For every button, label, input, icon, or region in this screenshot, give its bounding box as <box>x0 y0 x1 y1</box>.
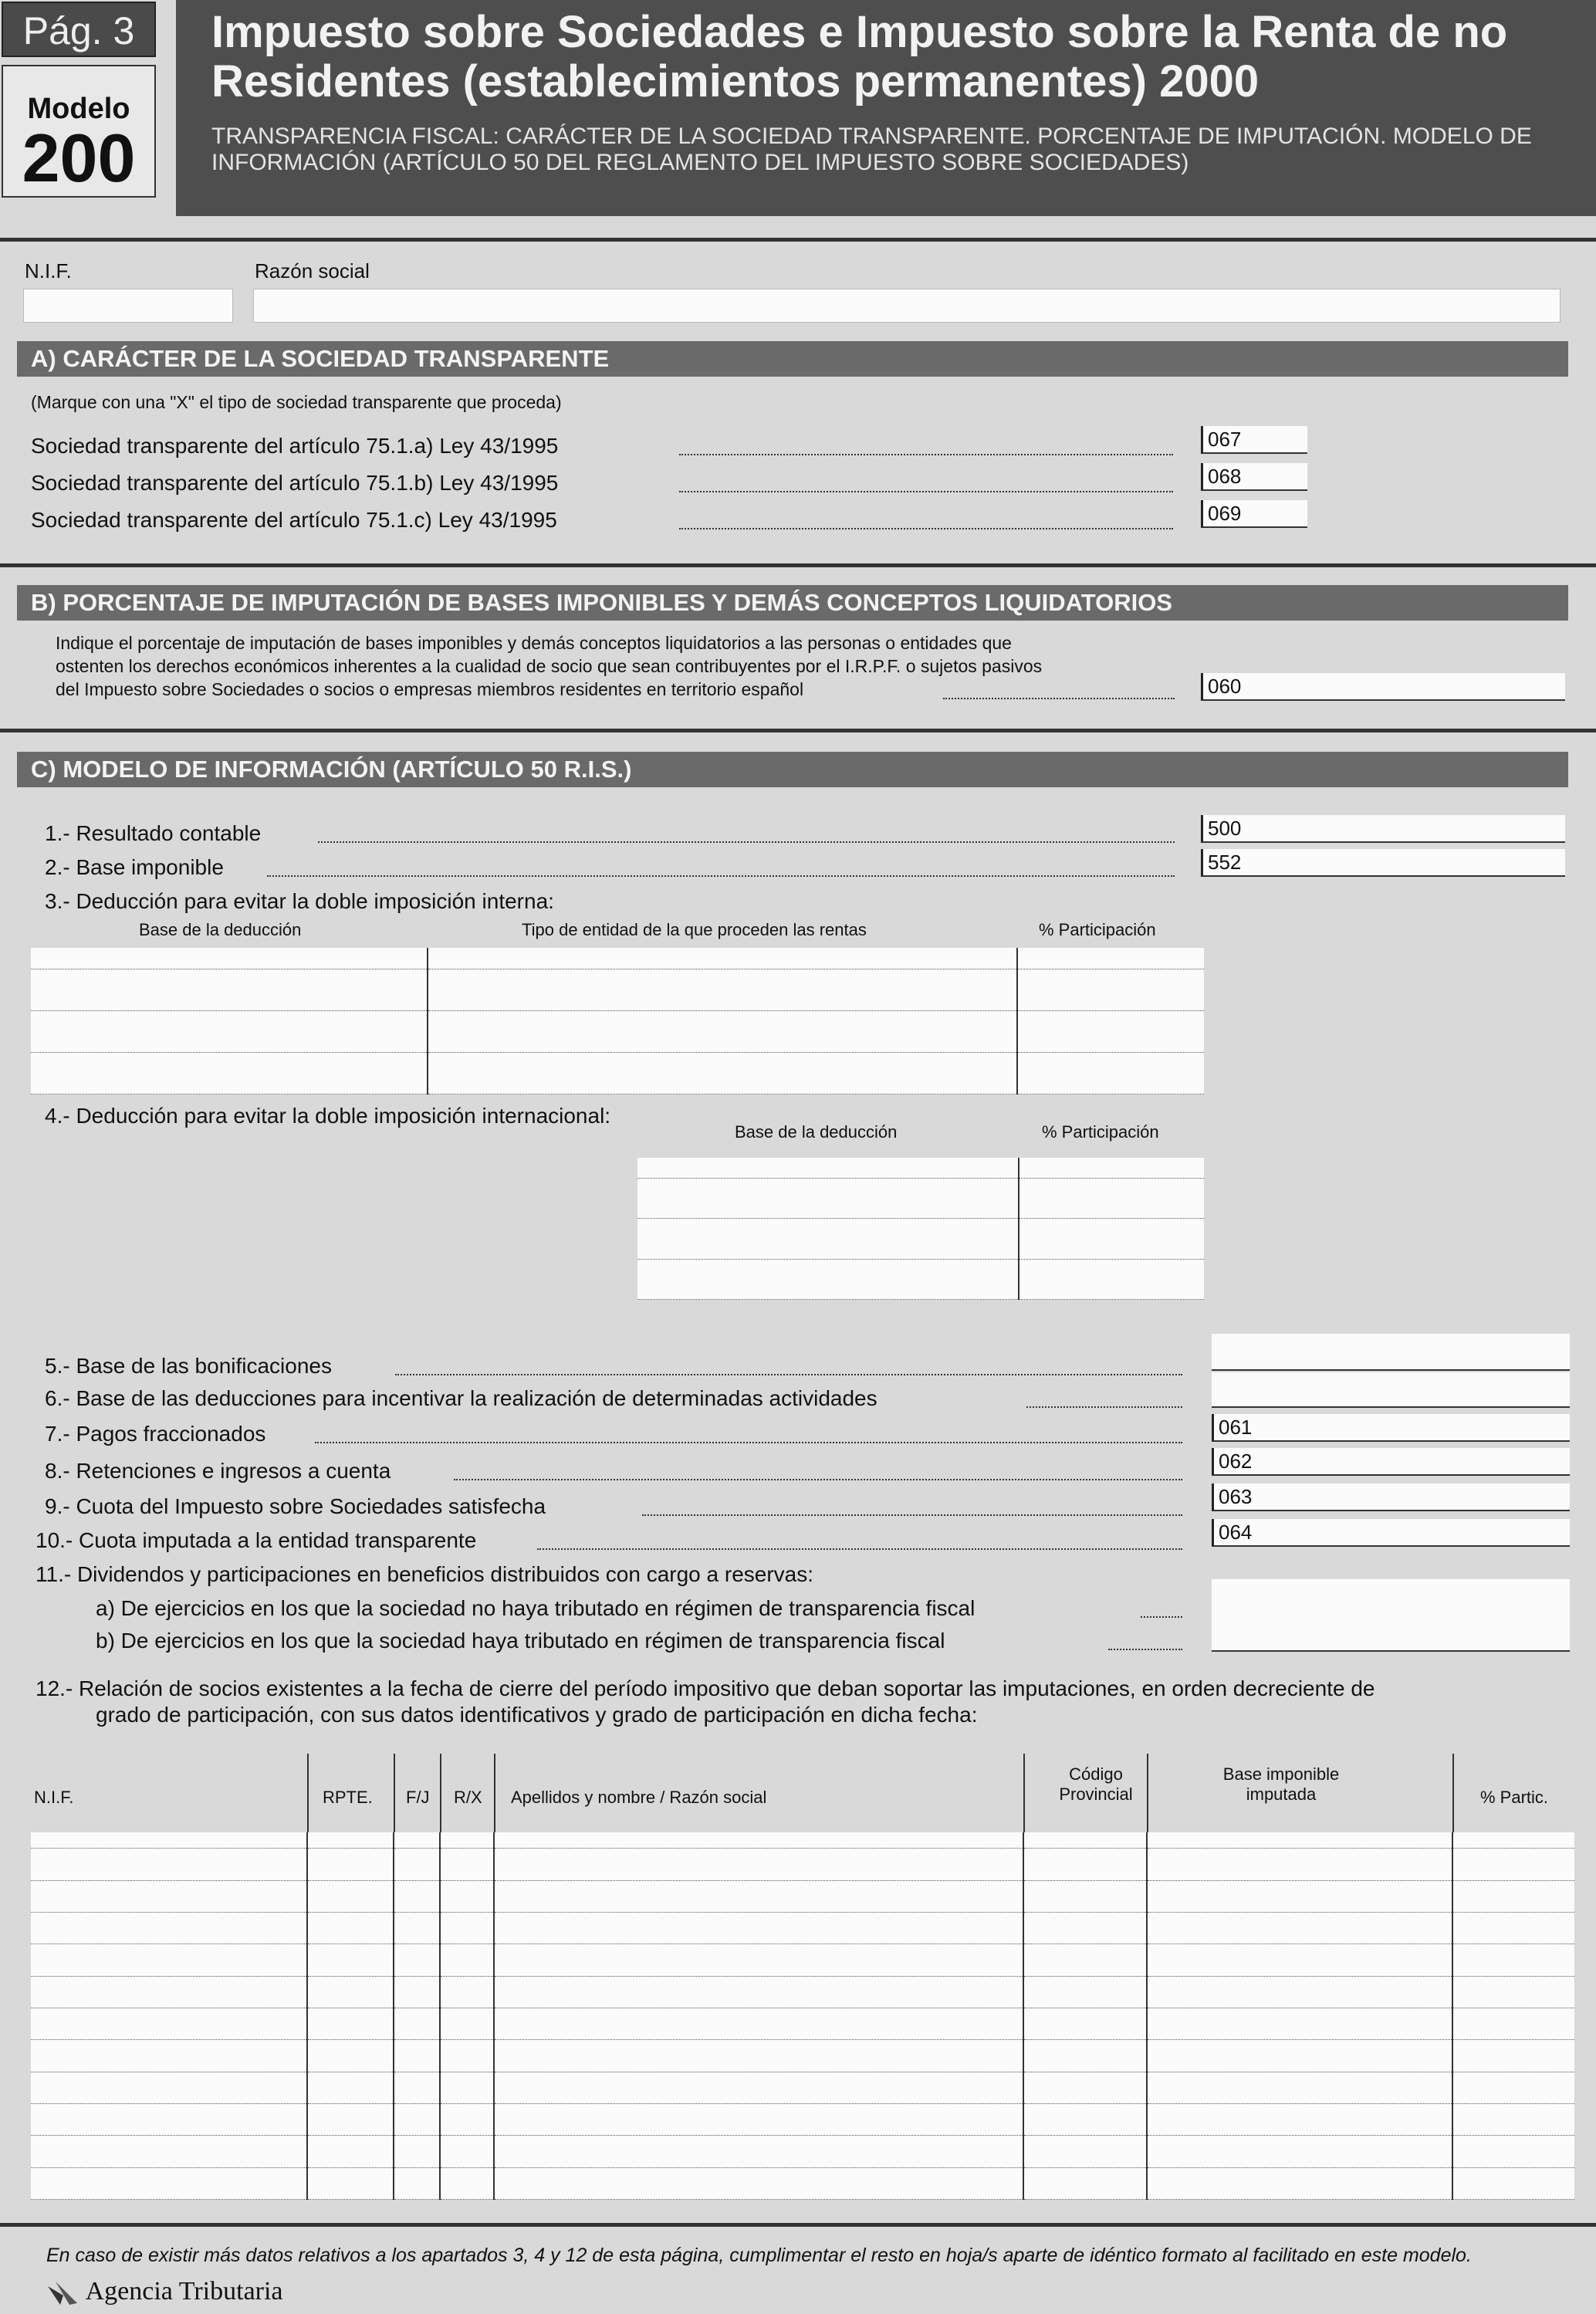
item-3-label: 3.- Deducción para evitar la doble imposición interna: <box>45 889 554 913</box>
nif-field[interactable] <box>23 289 233 323</box>
table-cell[interactable] <box>494 2072 1023 2103</box>
table-cell[interactable] <box>494 2136 1023 2167</box>
section-b-text-1: Indique el porcentaje de imputación de bases imponibles y demás conceptos liquidatorios a las personas o entidades que <box>56 633 1012 653</box>
section-a-header: A) CARÁCTER DE LA SOCIEDAD TRANSPARENTE <box>17 341 1568 377</box>
table-cell[interactable] <box>1017 1052 1204 1094</box>
table-cell[interactable] <box>31 1010 428 1052</box>
table-cell[interactable] <box>394 1880 440 1912</box>
table-cell[interactable] <box>1023 1976 1147 2008</box>
table-cell[interactable] <box>307 2103 394 2135</box>
table-cell[interactable] <box>494 1976 1023 2008</box>
section-a-row-c-label: Sociedad transparente del artículo 75.1.c) Ley 43/1995 <box>31 508 557 532</box>
col-codigo: Código <box>1069 1764 1123 1784</box>
item-8-label: 8.- Retenciones e ingresos a cuenta <box>45 1459 391 1483</box>
field-11b[interactable] <box>1212 1615 1570 1652</box>
col-divider <box>494 1754 495 1832</box>
col-divider <box>394 1754 395 1832</box>
table-cell[interactable] <box>440 2008 494 2039</box>
table-cell[interactable] <box>1023 1944 1147 1976</box>
item-4-label: 4.- Deducción para evitar la doble imposición internacional: <box>45 1104 611 1128</box>
table-cell[interactable] <box>1023 2008 1147 2039</box>
table-cell[interactable] <box>1023 2040 1147 2072</box>
table-cell[interactable] <box>440 1976 494 2008</box>
form-title: Impuesto sobre Sociedades e Impuesto sobre la Renta de no Residentes (establecimientos permanentes) 2000 <box>211 7 1508 107</box>
table-cell[interactable] <box>31 2040 307 2072</box>
table-cell[interactable] <box>394 1976 440 2008</box>
item-2-label: 2.- Base imponible <box>45 855 224 879</box>
socios-table-header <box>31 1754 1574 1832</box>
table-cell[interactable] <box>1147 2072 1452 2103</box>
table-cell[interactable] <box>394 2136 440 2167</box>
section-c-header: C) MODELO DE INFORMACIÓN (ARTÍCULO 50 R.I.S.) <box>17 752 1568 787</box>
table-cell[interactable] <box>428 948 1017 969</box>
item-10-label: 10.- Cuota imputada a la entidad transparente <box>36 1528 477 1552</box>
agency-logo-icon <box>46 2280 80 2306</box>
table-cell[interactable] <box>440 1880 494 1912</box>
table-cell[interactable] <box>440 2167 494 2199</box>
table-cell[interactable] <box>494 1912 1023 1944</box>
table-cell[interactable] <box>31 1976 307 2008</box>
modelo-badge <box>2 65 156 198</box>
dot-leader <box>1026 1406 1182 1408</box>
razon-social-field[interactable] <box>253 289 1560 323</box>
col-imputada: imputada <box>1246 1785 1317 1804</box>
dot-leader <box>642 1514 1182 1516</box>
table-cell[interactable] <box>31 1880 307 1912</box>
modelo-label: Modelo <box>27 93 130 125</box>
table-cell[interactable] <box>31 1832 307 1849</box>
table-cell[interactable] <box>1452 1880 1574 1912</box>
table-cell[interactable] <box>1147 1976 1452 2008</box>
table-cell[interactable] <box>1452 2103 1574 2135</box>
col-nif: N.I.F. <box>34 1788 74 1807</box>
table-cell[interactable] <box>440 1944 494 1976</box>
field-11a[interactable] <box>1212 1579 1570 1616</box>
divider <box>0 2223 1596 2227</box>
table-cell[interactable] <box>1019 1178 1204 1218</box>
table-cell[interactable] <box>394 1832 440 1849</box>
section-a-row-b-label: Sociedad transparente del artículo 75.1.b) Ley 43/1995 <box>31 471 559 495</box>
item-6-label: 6.- Base de las deducciones para incentivar la realización de determinadas actividades <box>45 1386 877 1410</box>
dot-leader <box>1141 1616 1182 1618</box>
table-cell[interactable] <box>1452 2136 1574 2167</box>
item-4-col-base: Base de la deducción <box>735 1122 898 1142</box>
table-cell[interactable] <box>31 1849 307 1880</box>
col-rx: R/X <box>454 1788 482 1807</box>
item-9-label: 9.- Cuota del Impuesto sobre Sociedades satisfecha <box>45 1494 546 1518</box>
table-cell[interactable] <box>637 1219 1019 1259</box>
item-12-label-2: grado de participación, con sus datos identificativos y grado de participación en dicha fecha: <box>96 1703 978 1727</box>
table-cell[interactable] <box>1023 1849 1147 1880</box>
table-cell[interactable] <box>394 2008 440 2039</box>
table-cell[interactable] <box>1452 1849 1574 1880</box>
table-cell[interactable] <box>1147 2040 1452 2072</box>
modelo-number: 200 <box>22 120 136 196</box>
table-cell[interactable] <box>494 2040 1023 2072</box>
table-cell[interactable] <box>440 1912 494 1944</box>
table-cell[interactable] <box>307 1849 394 1880</box>
col-rpte: RPTE. <box>323 1788 373 1807</box>
table-cell[interactable] <box>440 2072 494 2103</box>
percentage-060-field[interactable]: 060 <box>1201 673 1565 701</box>
table-cell[interactable] <box>1023 2072 1147 2103</box>
item-5-label: 5.- Base de las bonificaciones <box>45 1354 332 1378</box>
table-cell[interactable] <box>307 1944 394 1976</box>
table-cell[interactable] <box>440 2103 494 2135</box>
col-fj: F/J <box>406 1788 430 1807</box>
col-pct: % Partic. <box>1479 1788 1549 1807</box>
section-a-row-a-label: Sociedad transparente del artículo 75.1.a) Ley 43/1995 <box>31 434 559 458</box>
table-cell[interactable] <box>307 2167 394 2199</box>
col-divider <box>440 1754 441 1832</box>
col-divider <box>307 1754 309 1832</box>
table-cell[interactable] <box>1452 1912 1574 1944</box>
table-cell[interactable] <box>31 2167 307 2199</box>
dot-leader <box>537 1548 1182 1550</box>
field-062[interactable]: 062 <box>1212 1448 1570 1476</box>
table-cell[interactable] <box>394 2072 440 2103</box>
table-cell[interactable] <box>307 2136 394 2167</box>
item-11-label: 11.- Dividendos y participaciones en beneficios distribuidos con cargo a reservas: <box>36 1562 814 1586</box>
item-4-col-pct: % Participación <box>1042 1122 1159 1142</box>
table-cell[interactable] <box>307 2008 394 2039</box>
table-cell[interactable] <box>1452 2040 1574 2072</box>
checkbox-068[interactable]: 068 <box>1201 463 1307 491</box>
table-cell[interactable] <box>1147 1912 1452 1944</box>
col-base-imponible: Base imponible <box>1222 1764 1340 1784</box>
divider <box>0 238 1596 242</box>
table-cell[interactable] <box>394 2167 440 2199</box>
table-cell[interactable] <box>428 1010 1017 1052</box>
table-cell[interactable] <box>1147 2136 1452 2167</box>
table-cell[interactable] <box>31 2008 307 2039</box>
field-064[interactable]: 064 <box>1212 1519 1570 1547</box>
table-cell[interactable] <box>1023 1832 1147 1849</box>
table-cell[interactable] <box>31 2103 307 2135</box>
col-divider <box>1452 1754 1454 1832</box>
dot-leader <box>943 698 1175 699</box>
table-cell[interactable] <box>307 1832 394 1849</box>
table-cell[interactable] <box>440 2136 494 2167</box>
field-500[interactable]: 500 <box>1201 815 1565 843</box>
table-cell[interactable] <box>494 1849 1023 1880</box>
field-6[interactable] <box>1212 1372 1570 1408</box>
table-cell[interactable] <box>394 2103 440 2135</box>
table-cell[interactable] <box>1023 2103 1147 2135</box>
divider <box>0 563 1596 567</box>
table-cell[interactable] <box>307 1976 394 2008</box>
table-cell[interactable] <box>494 2167 1023 2199</box>
table-cell[interactable] <box>394 2040 440 2072</box>
table-cell[interactable] <box>1147 1832 1452 1849</box>
table-cell[interactable] <box>1147 2167 1452 2199</box>
dot-leader <box>318 841 1175 843</box>
section-b-text-3: del Impuesto sobre Sociedades o socios o empresas miembros residentes en territorio español <box>56 679 804 699</box>
agency-name: Agencia Tributaria <box>85 2277 283 2306</box>
table-cell[interactable] <box>31 948 428 969</box>
table-cell[interactable] <box>1019 1259 1204 1299</box>
dot-leader <box>315 1442 1182 1443</box>
table-cell[interactable] <box>1023 2167 1147 2199</box>
item-7-label: 7.- Pagos fraccionados <box>45 1422 266 1446</box>
table-cell[interactable] <box>31 969 428 1010</box>
dot-leader <box>267 875 1175 877</box>
item-11b-label: b) De ejercicios en los que la sociedad haya tributado en régimen de transparencia fiscal <box>96 1629 945 1653</box>
page-number: Pág. 3 <box>2 2 156 57</box>
field-552[interactable]: 552 <box>1201 849 1565 877</box>
table-cell[interactable] <box>494 2008 1023 2039</box>
dot-leader <box>454 1479 1182 1480</box>
field-061[interactable]: 061 <box>1212 1414 1570 1442</box>
nif-label: N.I.F. <box>25 259 72 282</box>
table-cell[interactable] <box>31 2072 307 2103</box>
field-063[interactable]: 063 <box>1212 1483 1570 1511</box>
table-cell[interactable] <box>307 2072 394 2103</box>
section-a-instruction: (Marque con una "X" el tipo de sociedad transparente que proceda) <box>31 392 562 412</box>
table-cell[interactable] <box>637 1178 1019 1218</box>
table-cell[interactable] <box>1023 1880 1147 1912</box>
table-cell[interactable] <box>428 969 1017 1010</box>
table-cell[interactable] <box>307 1912 394 1944</box>
table-cell[interactable] <box>1023 2136 1147 2167</box>
socios-table <box>31 1832 1574 2200</box>
item-3-col-pct: % Participación <box>1039 920 1156 939</box>
table-cell[interactable] <box>637 1158 1019 1178</box>
table-cell[interactable] <box>1017 1010 1204 1052</box>
section-b-header: B) PORCENTAJE DE IMPUTACIÓN DE BASES IMPONIBLES Y DEMÁS CONCEPTOS LIQUIDATORIOS <box>17 585 1568 621</box>
dot-leader <box>679 454 1173 455</box>
table-cell[interactable] <box>31 1052 428 1094</box>
agency-logo <box>46 2277 283 2306</box>
table-cell[interactable] <box>307 2040 394 2072</box>
table-cell[interactable] <box>1452 1832 1574 1849</box>
table-cell[interactable] <box>1147 2008 1452 2039</box>
deduccion-interna-table <box>31 948 1204 1094</box>
dot-leader <box>395 1374 1182 1375</box>
deduccion-internacional-table <box>637 1158 1204 1300</box>
table-cell[interactable] <box>1019 1158 1204 1178</box>
table-cell[interactable] <box>394 1944 440 1976</box>
item-1-label: 1.- Resultado contable <box>45 821 262 845</box>
dot-leader <box>1108 1649 1182 1650</box>
table-cell[interactable] <box>494 1880 1023 1912</box>
form-header <box>176 0 1596 216</box>
table-cell[interactable] <box>428 1052 1017 1094</box>
table-cell[interactable] <box>1147 1944 1452 1976</box>
item-11a-label: a) De ejercicios en los que la sociedad no haya tributado en régimen de transparencia fiscal <box>96 1596 976 1620</box>
table-cell[interactable] <box>1452 2072 1574 2103</box>
col-divider <box>1023 1754 1025 1832</box>
table-cell[interactable] <box>494 1832 1023 1849</box>
table-cell[interactable] <box>1017 948 1204 969</box>
table-cell[interactable] <box>637 1259 1019 1299</box>
table-cell[interactable] <box>1019 1219 1204 1259</box>
footer-note: En caso de existir más datos relativos a los apartados 3, 4 y 12 de esta página, cumplimentar el resto en hoja/s aparte de idéntico formato al facilitado en este modelo. <box>46 2245 1472 2266</box>
col-name: Apellidos y nombre / Razón social <box>511 1788 767 1807</box>
section-b-text-2: ostenten los derechos económicos inherentes a la cualidad de socio que sean contribuyentes por el I.R.P.F. o sujetos pasivos <box>56 656 1043 676</box>
table-cell[interactable] <box>31 2136 307 2167</box>
table-cell[interactable] <box>1452 1944 1574 1976</box>
table-cell[interactable] <box>494 2103 1023 2135</box>
checkbox-067[interactable]: 067 <box>1201 426 1307 454</box>
table-cell[interactable] <box>1452 1976 1574 2008</box>
table-cell[interactable] <box>494 1944 1023 1976</box>
dot-leader <box>679 528 1173 529</box>
table-cell[interactable] <box>307 1880 394 1912</box>
checkbox-069[interactable]: 069 <box>1201 500 1307 528</box>
table-cell[interactable] <box>440 2040 494 2072</box>
item-3-col-base: Base de la deducción <box>139 920 302 939</box>
table-cell[interactable] <box>394 1912 440 1944</box>
table-cell[interactable] <box>440 1832 494 1849</box>
item-12-label-1: 12.- Relación de socios existentes a la fecha de cierre del período impositivo que deban soportar las imputaciones, en orden decreciente de <box>36 1676 1375 1700</box>
table-cell[interactable] <box>1023 1912 1147 1944</box>
table-cell[interactable] <box>1147 1880 1452 1912</box>
dot-leader <box>679 491 1173 492</box>
table-cell[interactable] <box>1017 969 1204 1010</box>
col-divider <box>1147 1754 1148 1832</box>
table-cell[interactable] <box>440 1849 494 1880</box>
table-cell[interactable] <box>31 1912 307 1944</box>
table-cell[interactable] <box>1147 1849 1452 1880</box>
table-cell[interactable] <box>1147 2103 1452 2135</box>
razon-social-label: Razón social <box>255 259 370 282</box>
table-cell[interactable] <box>1452 2167 1574 2199</box>
field-5[interactable] <box>1212 1334 1570 1371</box>
col-provincial: Provincial <box>1059 1785 1133 1804</box>
item-3-col-tipo: Tipo de entidad de la que proceden las rentas <box>522 920 867 939</box>
table-cell[interactable] <box>31 1944 307 1976</box>
divider <box>0 729 1596 732</box>
table-cell[interactable] <box>394 1849 440 1880</box>
form-subtitle: TRANSPARENCIA FISCAL: CARÁCTER DE LA SOCIEDAD TRANSPARENTE. PORCENTAJE DE IMPUTACIÓN. MODELO DE INFORMACIÓN (ARTÍCULO 50 DEL REGLAMENTO DEL IMPUESTO SOBRE SOCIEDADES) <box>211 123 1532 175</box>
table-cell[interactable] <box>1452 2008 1574 2039</box>
